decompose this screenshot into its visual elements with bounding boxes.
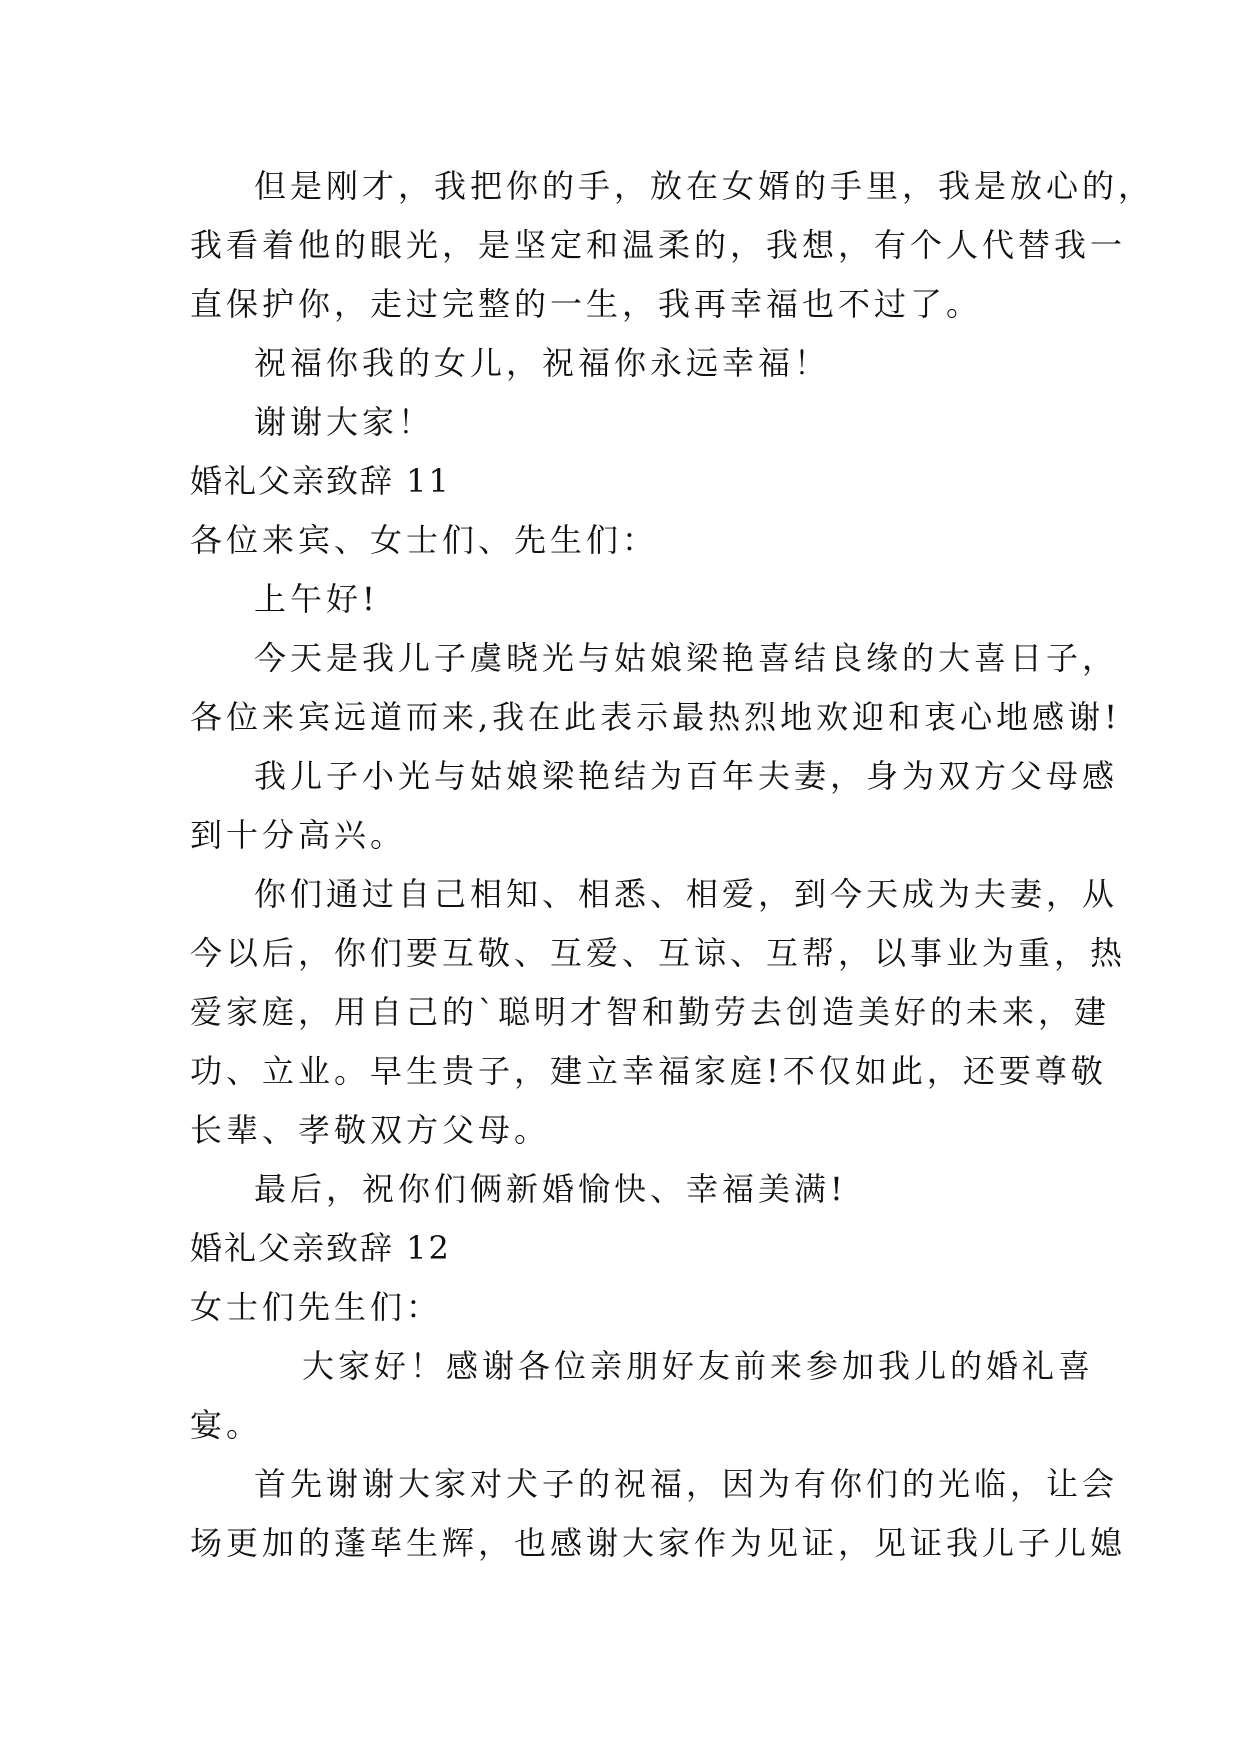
paragraph-line: 爱家庭，用自己的`聪明才智和勤劳去创造美好的未来，建 — [190, 993, 1111, 1031]
paragraph-line: 今天是我儿子虞晓光与姑娘梁艳喜结良缘的大喜日子， — [254, 639, 1119, 677]
paragraph-line: 但是刚才，我把你的手，放在女婿的手里，我是放心的， — [254, 167, 1155, 205]
paragraph-line: 我儿子小光与姑娘梁艳结为百年夫妻，身为双方父母感 — [254, 757, 1119, 795]
section-heading: 婚礼父亲致辞 12 — [190, 1229, 451, 1267]
paragraph-line: 大家好！感谢各位亲朋好友前来参加我儿的婚礼喜 — [302, 1347, 1095, 1385]
paragraph-line: 场更加的蓬荜生辉，也感谢大家作为见证，见证我儿子儿媳 — [190, 1524, 1127, 1562]
paragraph-line: 谢谢大家！ — [254, 403, 435, 441]
paragraph-line: 到十分高兴。 — [190, 816, 407, 854]
paragraph-line: 直保护你，走过完整的一生，我再幸福也不过了。 — [190, 285, 983, 323]
paragraph-line: 宴。 — [190, 1406, 263, 1444]
paragraph-line: 我看着他的眼光，是坚定和温柔的，我想，有个人代替我一 — [190, 226, 1127, 264]
paragraph-line: 最后，祝你们俩新婚愉快、幸福美满! — [254, 1170, 847, 1208]
paragraph-line: 祝福你我的女儿，祝福你永远幸福！ — [254, 344, 831, 382]
salutation: 各位来宾、女士们、先生们： — [190, 521, 659, 559]
section-heading: 婚礼父亲致辞 11 — [190, 462, 451, 500]
salutation: 女士们先生们： — [190, 1288, 443, 1326]
paragraph-line: 上午好! — [254, 580, 379, 618]
paragraph-line: 各位来宾远道而来,我在此表示最热烈地欢迎和衷心地感谢! — [190, 698, 1122, 736]
paragraph-line: 你们通过自己相知、相悉、相爱，到今天成为夫妻，从 — [254, 875, 1119, 913]
paragraph-line: 首先谢谢大家对犬子的祝福，因为有你们的光临，让会 — [254, 1465, 1119, 1503]
paragraph-line: 长辈、孝敬双方父母。 — [190, 1111, 551, 1149]
paragraph-line: 功、立业。早生贵子，建立幸福家庭!不仅如此，还要尊敬 — [190, 1052, 1107, 1090]
paragraph-line: 今以后，你们要互敬、互爱、互谅、互帮，以事业为重，热 — [190, 934, 1127, 972]
